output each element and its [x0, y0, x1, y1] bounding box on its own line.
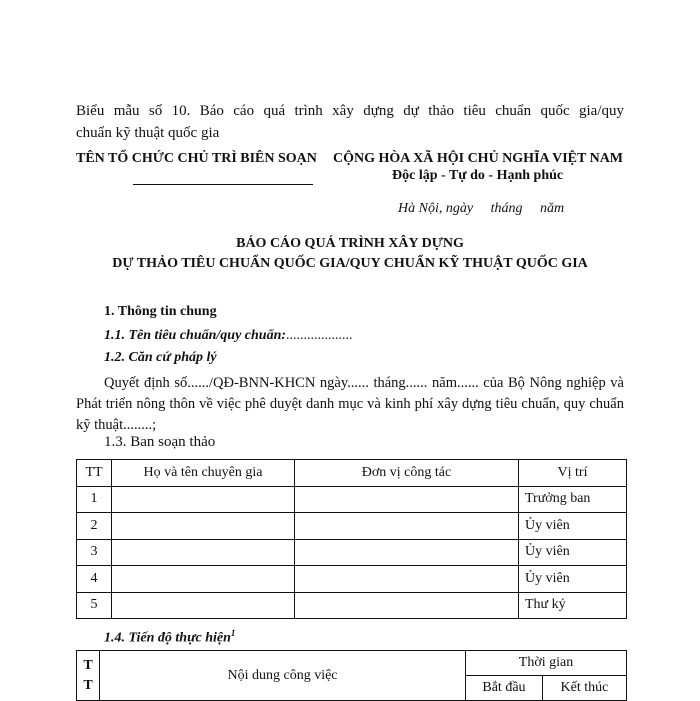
table-row	[77, 539, 627, 566]
progress-header-tt: T T	[77, 651, 100, 701]
motto: Độc lập - Tự do - Hạnh phúc	[392, 168, 564, 183]
row-name	[112, 513, 295, 540]
progress-header-start: Bắt đầu	[466, 676, 543, 701]
table-row	[77, 486, 627, 513]
board-table-header	[77, 460, 627, 487]
report-title-line-1: BÁO CÁO QUÁ TRÌNH XÂY DỰNG	[236, 236, 464, 251]
report-title-line-2: DỰ THẢO TIÊU CHUẨN QUỐC GIA/QUY CHUẨN KỸ THUẬT QUỐC GIA	[112, 256, 588, 271]
row-unit	[295, 513, 519, 540]
row-unit	[295, 592, 519, 619]
header-role: Vị trí	[519, 460, 627, 487]
section-1-1	[104, 328, 353, 344]
row-tt: 1	[77, 486, 112, 513]
footnote-ref: 1	[230, 628, 236, 638]
row-unit	[295, 486, 519, 513]
section-1-4-label: 1.4. Tiến độ thực hiện	[104, 630, 231, 646]
row-role: Ủy viên	[519, 539, 627, 566]
row-role: Ủy viên	[519, 513, 627, 540]
row-unit	[295, 566, 519, 593]
progress-header-end: Kết thúc	[542, 676, 626, 701]
header-unit: Đơn vị công tác	[295, 460, 519, 487]
section-1-2-label: 1.2. Căn cứ pháp lý	[104, 350, 217, 365]
row-tt: 5	[77, 592, 112, 619]
progress-header-content: Nội dung công việc	[100, 651, 466, 701]
date-year: năm	[539, 201, 565, 216]
form-intro	[76, 100, 624, 144]
org-name: TÊN TỔ CHỨC CHỦ TRÌ BIÊN SOẠN	[76, 151, 317, 166]
date-line	[398, 201, 564, 217]
date-month: tháng	[490, 201, 523, 216]
intro-line-1: Biểu mẫu số 10. Báo cáo quá trình xây dựng dự thảo tiêu chuẩn quốc gia/quy	[76, 103, 624, 119]
row-tt: 3	[77, 539, 112, 566]
section-1-2-text: Quyết định số....../QĐ-BNN-KHCN ngày...... tháng...... năm...... của Bộ Nông nghiệp và Phát triển nông thôn về việc phê duyệt danh mục và kinh phí xây dựng tiêu chuẩn, quy chuẩn kỹ thuật........;	[76, 375, 624, 433]
row-tt: 2	[77, 513, 112, 540]
table-row	[77, 513, 627, 540]
org-underline	[133, 184, 313, 185]
header-name: Họ và tên chuyên gia	[112, 460, 295, 487]
row-name	[112, 592, 295, 619]
board-table	[76, 459, 627, 619]
row-role: Ủy viên	[519, 566, 627, 593]
date-place: Hà Nội, ngày	[398, 201, 474, 216]
row-role: Trưởng ban	[519, 486, 627, 513]
progress-header-time: Thời gian	[466, 651, 627, 676]
row-tt: 4	[77, 566, 112, 593]
row-role: Thư ký	[519, 592, 627, 619]
nation-name: CỘNG HÒA XÃ HỘI CHỦ NGHĨA VIỆT NAM	[333, 151, 624, 166]
section-1-heading: 1. Thông tin chung	[104, 304, 217, 319]
header-tt: TT	[77, 460, 112, 487]
row-name	[112, 566, 295, 593]
row-name	[112, 539, 295, 566]
section-1-3-label: 1.3. Ban soạn thảo	[104, 434, 216, 450]
section-1-4	[104, 628, 235, 647]
row-name	[112, 486, 295, 513]
section-1-1-label: 1.1. Tên tiêu chuẩn/quy chuẩn:	[104, 328, 287, 343]
table-row	[77, 566, 627, 593]
section-1-1-dots: ...................	[286, 328, 353, 343]
row-unit	[295, 539, 519, 566]
table-row	[77, 592, 627, 619]
progress-table	[76, 650, 627, 701]
intro-line-2: chuẩn kỹ thuật quốc gia	[76, 125, 220, 141]
